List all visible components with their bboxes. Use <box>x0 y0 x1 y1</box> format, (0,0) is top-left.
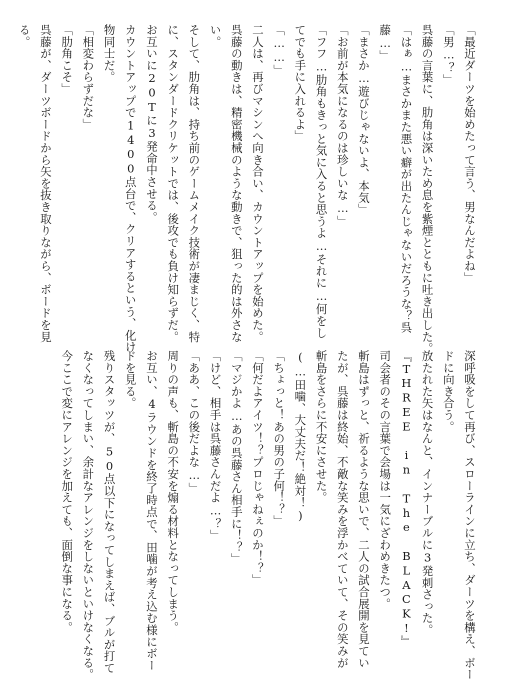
text-line: 二人は、再びマシンへ向き合い、カウントアップを始めた。 <box>250 24 265 343</box>
text-line: 「男…？」 <box>441 24 456 86</box>
text-block-lower <box>40 350 480 680</box>
text-line: たが、呉藤は終始、不敵な笑みを浮かべていて、その笑みが <box>335 350 350 669</box>
text-line: 斬島はずっと、祈るような思いで、二人の試合展開を見てい <box>356 350 371 669</box>
text-line: ドに向き合う。 <box>441 350 456 433</box>
text-line: 深呼吸をして再び、スローラインに立ち、ダーツを構え、ボー <box>463 350 477 680</box>
text-line: 司会者のその言葉で会場は一気にざわめきたつ。 <box>378 350 393 610</box>
text-line: に、スタンダードクリケットでは、後攻でも負け知らずだ。 <box>166 24 181 343</box>
text-line: 「……」 <box>272 24 287 77</box>
text-line: 「けど、相手は呉藤さんだよ…？」 <box>208 350 223 542</box>
text-line: 呉藤が、ダーツボードから矢を抜き取りながら、ボードを見 <box>38 24 53 343</box>
text-line: 「まさか…遊びじゃないよ、本気」 <box>356 24 371 216</box>
text-line: (…田噛、大丈夫だ！絶対！) <box>293 350 308 523</box>
text-line: 「マジかよ…あの呉藤さん相手に！？」 <box>229 350 244 565</box>
text-line: 「最近ダーツを始めたって言う、男なんだよね」 <box>463 24 477 284</box>
text-line: 「相変わらずだな」 <box>81 24 96 131</box>
text-line: 残りスタッツが、50点以下になってしまえば、ブルが打て <box>102 350 117 674</box>
text-line: そして、肋角は、持ち前のゲームメイク技術が凄まじく、特 <box>187 24 202 343</box>
text-line: 物同士だ。 <box>102 24 117 83</box>
text-line: 「ちょっと！あの男の子何！？」 <box>272 350 287 527</box>
text-line: 放たれた矢はなんと、インナーブルに3発刺さった。 <box>420 350 435 636</box>
text-line: 周りの声も、斬島の不安を煽る材料となってしまう。 <box>166 350 181 634</box>
text-line: 「はぁ…まさかまた悪い癖が出たんじゃないだろうな？呉 <box>399 24 414 334</box>
text-line: 呉藤の動きは、精密機械のような動きで、狙った的は外さな <box>229 24 244 343</box>
text-line: 「肋角こそ」 <box>60 24 75 95</box>
text-line: い。 <box>208 24 223 48</box>
text-line: る。 <box>17 24 32 48</box>
text-block-upper <box>17 24 480 355</box>
text-line: 藤…」 <box>378 24 393 62</box>
text-line: 「何だよアイツ！？プロじゃねぇのか！？」 <box>250 350 265 586</box>
text-line: 今ここで変にアレンジを加えても、面倒な事になる。 <box>60 350 75 634</box>
text-line: カウントアップで1400点台で、クリアするという、化け <box>123 24 138 353</box>
text-line: 『THREE in The BLACK!』 <box>399 350 414 648</box>
text-line: 「フフ…肋角もきっと気に入ると思うよ…それに…何をし <box>314 24 329 339</box>
text-line: 「お前が本気になるのは珍しいな…」 <box>335 24 350 228</box>
text-line: 「ああ、この後だよな…」 <box>187 350 202 495</box>
text-line: ドを見る。 <box>123 350 138 409</box>
text-line: お互い、4ラウンドを終了時点で、田噛が考え込む様にボー <box>144 350 159 672</box>
text-line: 呉藤の言葉に、肋角は深いため息を紫煙とともに吐き出した。 <box>420 24 435 355</box>
text-line: なくなってしまい、余計なアレンジをしないといけなくなる。 <box>81 350 96 680</box>
text-line: てでも手に入れるよ」 <box>293 24 308 142</box>
text-line: 斬島をさらに不安にさせた。 <box>314 350 329 504</box>
text-line: お互いに20Tに3発命中させる。 <box>144 24 159 224</box>
